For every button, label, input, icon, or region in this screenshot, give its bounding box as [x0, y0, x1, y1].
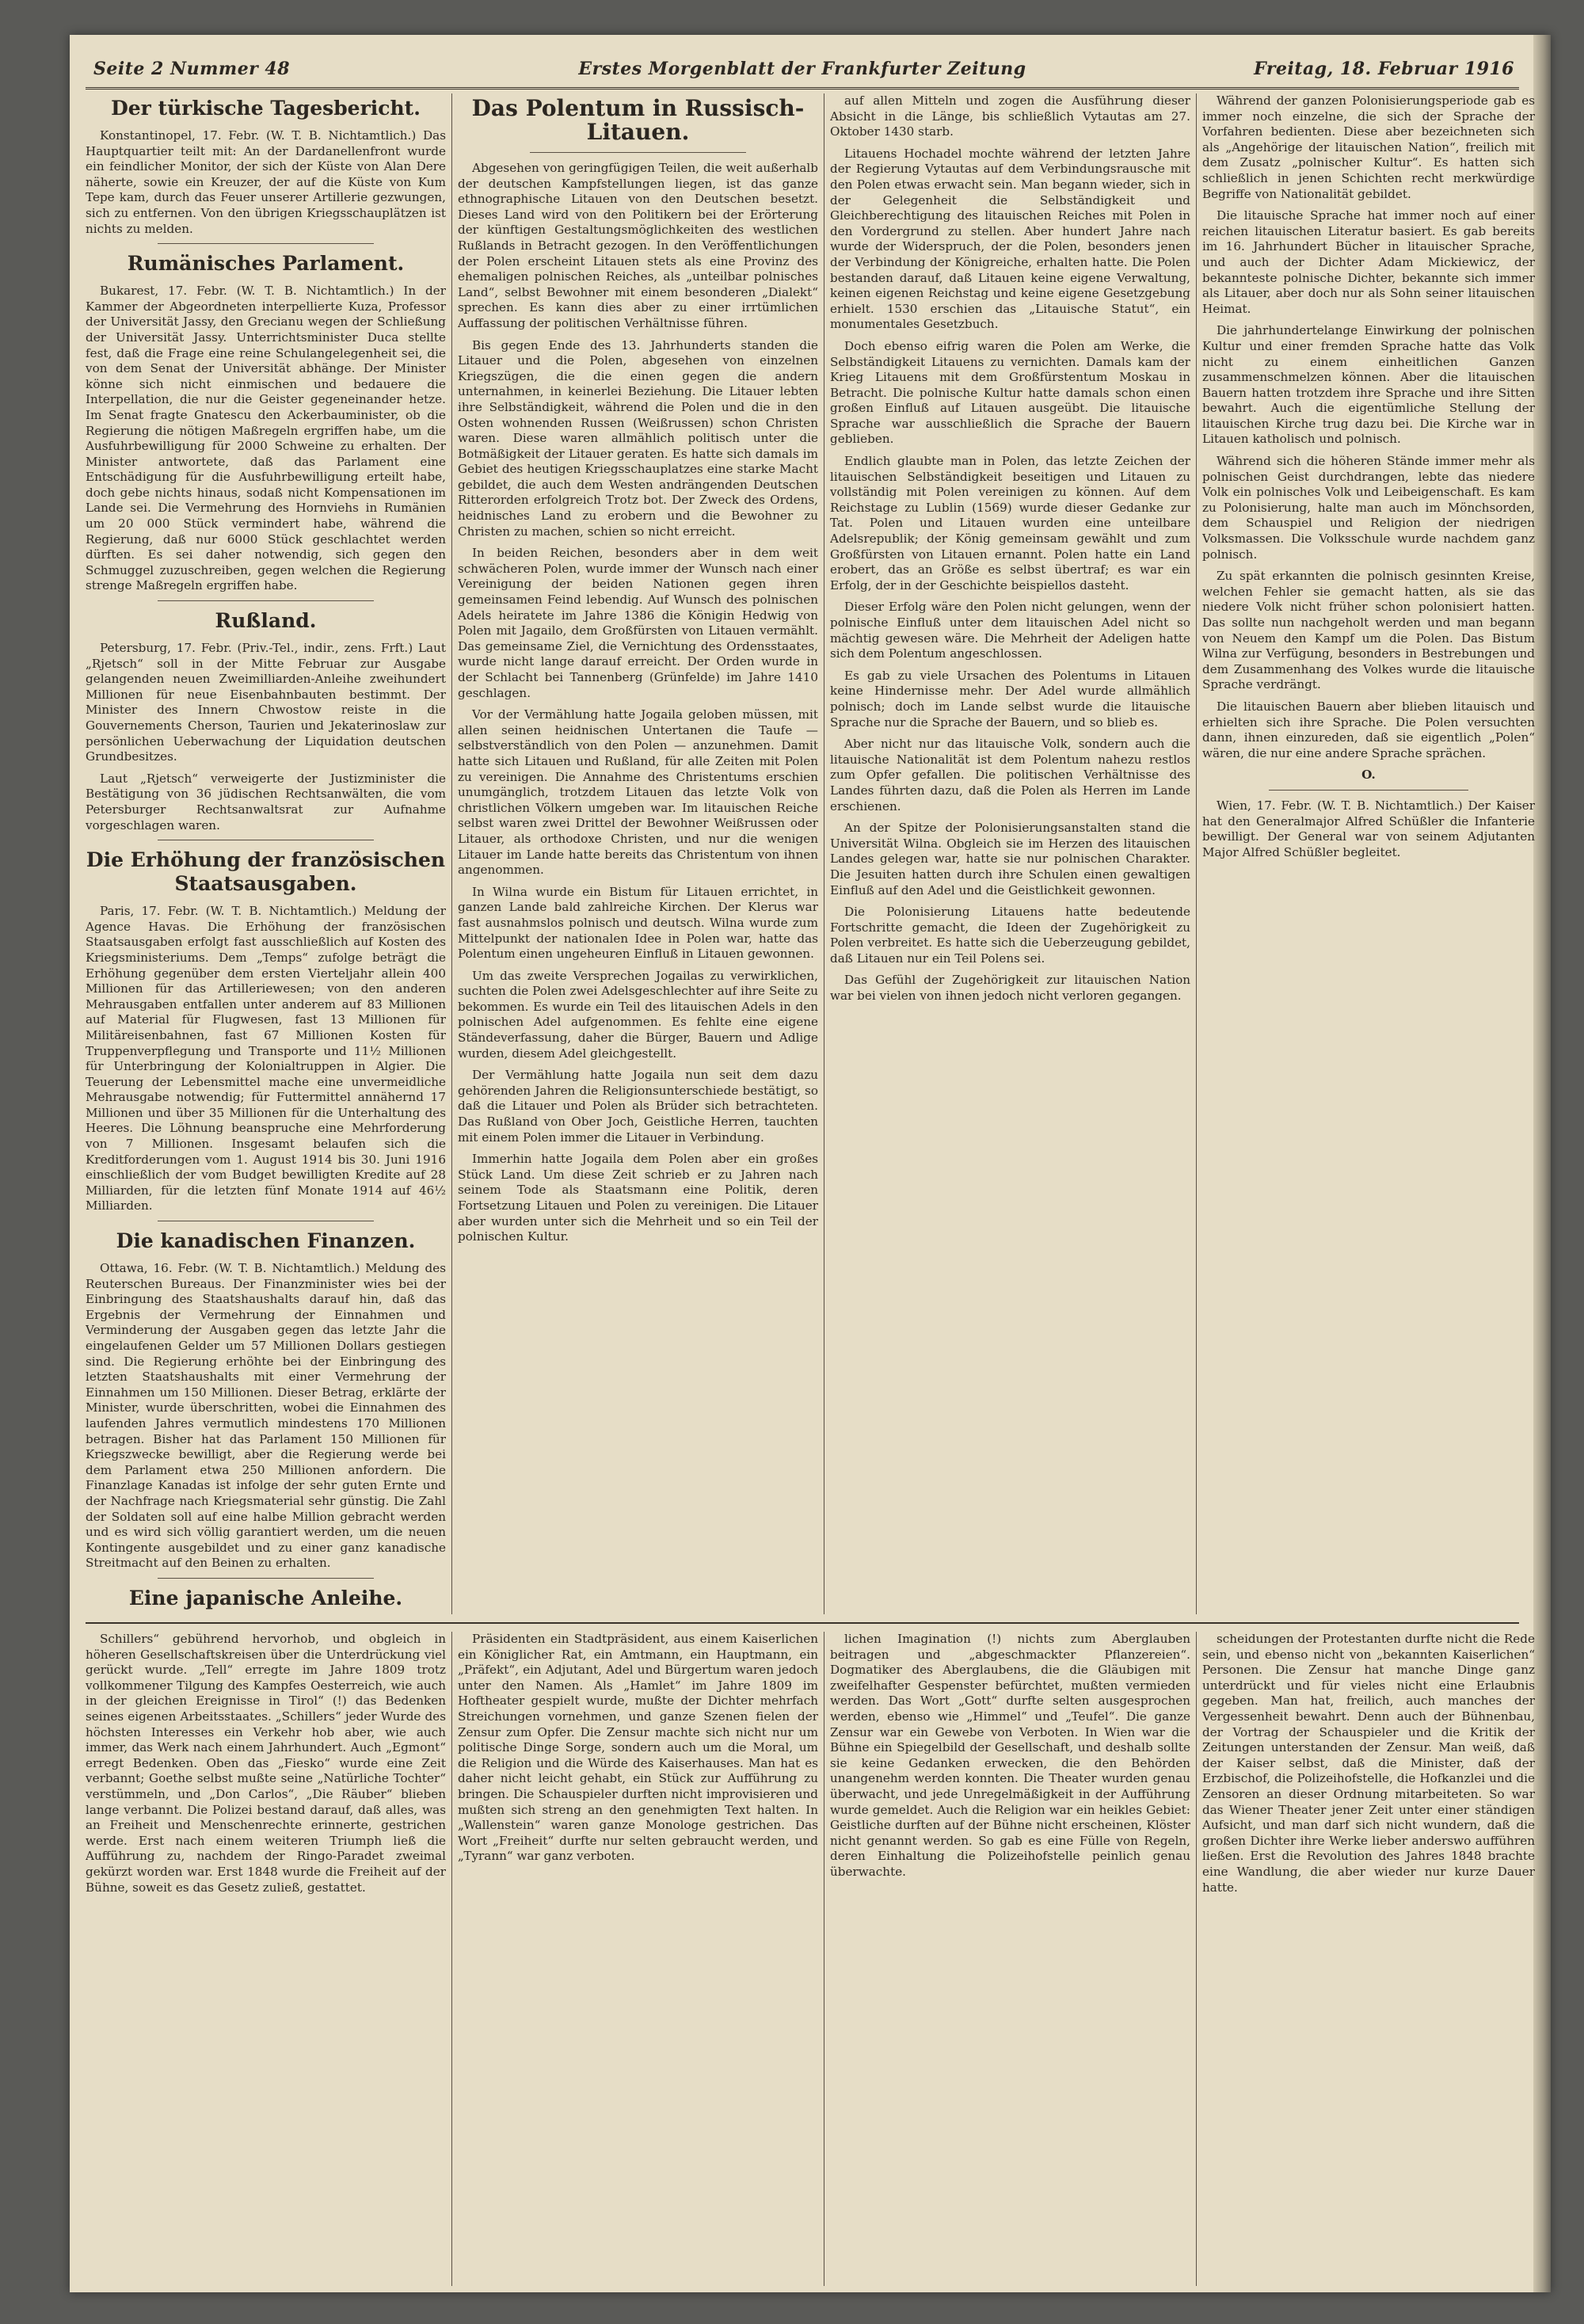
feuilleton-column-4 [1202, 1632, 1535, 2281]
article-paragraph: In beiden Reichen, besonders aber in dem weit schwächeren Polen, wurde immer der Wunsch nach einer Vereinigung der beiden Nationen gegen ihren gemeinsamen Feind lebendig. Auf Wunsch des polnischen Adels heiratete im Jahre 1386 die Königin Hedwig von Polen mit Jagailo, dem Großfürsten von Litauen vermählt. Das gemeinsame Ziel, die Vernichtung des Ordensstaates, wurde nicht lange darauf erreicht. Der Orden wurde in der Schlacht bei Tannenberg (Grünfelde) im Jahre 1410 geschlagen. [458, 546, 818, 700]
article-paragraph: Aber nicht nur das litauische Volk, sondern auch die litauische Nationalität ist dem Polentum nahezu restlos zum Opfer gefallen. Die politischen Verhältnisse des Landes führten dazu, daß die Polen als Herren im Lande erschienen. [830, 737, 1190, 813]
author-signature: O. [1361, 768, 1376, 783]
newspaper-page [70, 35, 1551, 2292]
column-rule [451, 1632, 452, 2286]
article-paragraph: Konstantinopel, 17. Febr. (W. T. B. Nichtamtlich.) Das Hauptquartier teilt mit: An der Dardanellenfront wurde ein feindlicher Monitor, der sich der Küste von Alan Dere näherte, sowie ein Kreuzer, der auf die Küste von Kum Tepe kam, durch das Feuer unserer Artillerie gezwungen, sich zu entfernen. Von den übrigen Kriegsschauplätzen ist nichts zu melden. [86, 128, 446, 236]
issue-date: Freitag, 18. Februar 1916 [1254, 59, 1514, 79]
headline-canadian-finances: Die kanadischen Finanzen. [116, 1229, 416, 1253]
feuilleton-column-3 [830, 1632, 1190, 2281]
article-paragraph: An der Spitze der Polonisierungsanstalten stand die Universität Wilna. Obgleich sie im Herzen des litauischen Landes gelegen war, hatte sie nur polnischen Charakter. Die Jesuiten hatten durch ihre Schulen einen gewaltigen Einfluß auf den Adel und die Geistlichkeit gewonnen. [830, 821, 1190, 897]
article-paragraph: Die jahrhundertelange Einwirkung der polnischen Kultur und einer fremden Sprache hatte das Volk nicht zu einem einheitlichen Ganzen zusammenschmelzen können. Aber die litauischen Bauern hatten trotzdem ihre Sprache und ihre Sitten bewahrt. Auch die eigentümliche Stellung der litauischen Kirche trug dazu bei. Die Kirche war in Litauen katholisch und polnisch. [1202, 323, 1535, 447]
article-paragraph: Die Polonisierung Litauens hatte bedeutende Fortschritte gemacht, die Ideen der Zugehörigkeit zu Polen verbreitet. Es hatte sich die Ueberzeugung gebildet, daß Litauen nur ein Teil Polens sei. [830, 905, 1190, 966]
article-paragraph: Wien, 17. Febr. (W. T. B. Nichtamtlich.) Der Kaiser hat den Generalmajor Alfred Schüßler die Infanterie bewilligt. Der General war von seinem Adjutanten Major Alfred Schüßler begleitet. [1202, 798, 1535, 859]
headline-french-expenditure: Die Erhöhung der französischen Staatsausgaben. [86, 848, 446, 896]
article-paragraph: Die litauischen Bauern aber blieben litauisch und erhielten sich ihre Sprache. Die Polen versuchten dann, ihnen einzureden, daß sie eigentlich „Polen“ wären, die nur eine andere Sprache sprächen. [1202, 699, 1535, 760]
article-paragraph: Schillers“ gebührend hervorhob, und obgleich in höheren Gesellschaftskreisen über die Unterdrückung viel gerückt wurde. „Tell“ erregte im Jahre 1809 trotz vollkommener Tilgung des Kampfes Oesterreich, wie auch in der gleichen Ereignisse in Tirol“ (!) das Bedenken seines eigenen Arbeitsstaates. „Schillers“ jeder Wurde des höchsten Interesses ein Verkehr hob aber, wie auch immer, das Werk nach einem Jahrhundert. Auch „Egmont“ erregt Bedenken. Oben das „Fiesko“ wurde eine Zeit verbannt; Goethe selbst mußte seine „Natürliche Tochter“ verstümmeln, und „Don Carlos“, „Die Räuber“ blieben lange verbannt. Die Polizei bestand darauf, daß alles, was an Freiheit und Menschenrechte erinnerte, gestrichen werde. Erst nach einem weiteren Triumph ließ die Aufführung zu, nachdem der Ringo-Paradet zweimal gekürzt worden war. Erst 1848 wurde die Freiheit auf der Bühne, soweit es das Gesetz zuließ, gestattet. [86, 1632, 446, 1895]
article-paragraph: Doch ebenso eifrig waren die Polen am Werke, die Selbständigkeit Litauens zu vernichten. Damals kam der Krieg Litauens mit dem Großfürstentum Moskau in Betracht. Die polnische Kultur hatte damals schon einen großen Einfluß auf Litauen ausgeübt. Die litauische Sprache war ausschließlich die Sprache der Bauern geblieben. [830, 338, 1190, 447]
feuilleton-column-2 [458, 1632, 818, 2281]
divider [158, 600, 374, 601]
headline-romanian-parliament: Rumänisches Parlament. [127, 252, 405, 276]
article-paragraph: Präsidenten ein Stadtpräsident, aus einem Kaiserlichen ein Königlicher Rat, ein Amtmann, ein Hauptmann, ein „Präfekt“, ein Adjutant, Adel und Bürgertum waren jedoch unter den Namen. Als „Hamlet“ im Jahre 1809 im Hoftheater gespielt wurde, mußte der Dichter mehrfach Streichungen vornehmen, und ganze Szenen fielen der Zensur zum Opfer. Die Zensur machte sich nicht nur um politische Dinge Sorge, sondern auch um die Moral, um die Religion und die Würde des Kaiserhauses. Man hat es daher nicht leicht gehabt, ein Stück zur Aufführung zu bringen. Die Schauspieler durften nicht improvisieren und mußten sich streng an den genehmigten Text halten. In „Wallenstein“ waren ganze Monologe gestrichen. Das Wort „Freiheit“ durfte nur selten gebraucht werden, und „Tyrann“ war ganz verboten. [458, 1632, 818, 1864]
article-paragraph: In Wilna wurde ein Bistum für Litauen errichtet, in ganzen Lande bald zahlreiche Kirchen. Der Klerus war fast ausnahmslos polnisch und deutsch. Wilna wurde zum Mittelpunkt der nationalen Idee in Polen war, hatte das Polentum einen ungeheuren Einfluß in Litauen gewonnen. [458, 884, 818, 962]
headline-polentum-litauen: Das Polentum in Russisch-Litauen. [471, 95, 805, 145]
headline-russia: Rußland. [215, 609, 317, 633]
article-paragraph: lichen Imagination (!) nichts zum Aberglauben beitragen und „abgeschmackter Pflanzereien“. Dogmatiker des Aberglaubens, die die Gläubigen mit zweifelhafter Gespenster befürchtet, mußten vermieden werden. Das Wort „Gott“ durfte selten ausgesprochen werden, ebenso wie „Himmel“ und „Teufel“. Die ganze Zensur war ein Gewebe von Verboten. In Wien war die Bühne ein Spiegelbild der Gesellschaft, und deshalb sollte sie keine Gedanken erwecken, die den Behörden unangenehm werden konnten. Die Theater wurden genau überwacht, und jede Unregelmäßigkeit in der Aufführung wurde gemeldet. Auch die Religion war ein heikles Gebiet: Geistliche durften auf der Bühne nicht erscheinen, Klöster nicht genannt werden. So gab es eine Fülle von Regeln, deren Einhaltung die Polizeihofstelle peinlich genau überwachte. [830, 1632, 1190, 1879]
article-paragraph: Paris, 17. Febr. (W. T. B. Nichtamtlich.) Meldung der Agence Havas. Die Erhöhung der französischen Staatsausgaben erfolgt fast ausschließlich auf Kosten des Kriegsministeriums. Dem „Temps“ zufolge beträgt die Erhöhung gegenüber dem ersten Vierteljahr allein 400 Millionen für das Artilleriewesen; von den anderen Mehrausgaben entfallen unter anderem auf 83 Millionen auf Material für Flugwesen, fast 13 Millionen für Militäreisenbahnen, fast 67 Millionen Kosten für Truppenverpflegung und Transporte und 11½ Millionen für Unterbringung der Kolonialtruppen in Algier. Die Teuerung der Lebensmittel mache eine unvermeidliche Mehrausgabe notwendig; für Futtermittel annähernd 17 Millionen und über 35 Millionen für die Unterhaltung des Heeres. Die Löhnung beanspruche eine Mehrforderung von 7 Millionen. Insgesamt belaufen sich die Kreditforderungen vom 1. August 1914 bis 30. Juni 1916 einschließlich der vom Budget bewilligten Kredite auf 28 Milliarden, für die letzten fünf Monate 1914 auf 46½ Milliarden. [86, 904, 446, 1213]
article-paragraph: Bis gegen Ende des 13. Jahrhunderts standen die Litauer und die Polen, abgesehen von einzelnen Kriegszügen, die die einen gegen die andern unternahmen, in keinerlei Beziehung. Die Litauer lebten ihre Selbständigkeit, während die Polen und die in den Osten wohnenden Russen (Weißrussen) schon Christen waren. Diese waren allmählich politisch unter die Botmäßigkeit der Litauer geraten. Es hatte sich damals im Gebiet des heutigen Kriegsschauplatzes eine starke Macht gebildet, die auch dem Westen andrängenden Deutschen Ritterorden erfolgreich Trotz bot. Der Zweck des Ordens, heidnisches Land zu erobern und die Bewohner zu Christen zu machen, schien so nicht erreicht. [458, 337, 818, 539]
article-paragraph: Das Gefühl der Zugehörigkeit zur litauischen Nation war bei vielen von ihnen jedoch nicht verloren gegangen. [830, 973, 1190, 1004]
article-paragraph: Die litauische Sprache hat immer noch auf einer reichen litauischen Literatur basiert. Es gab bereits im 16. Jahrhundert Bücher in litauischer Sprache, und auch der Dichter Adam Mickiewicz, der bekannteste polnische Dichter, bekannte sich immer als Litauer, aber doch nur als Sohn seiner litauischen Heimat. [1202, 208, 1535, 316]
page-header [86, 51, 1519, 90]
article-paragraph: Ottawa, 16. Febr. (W. T. B. Nichtamtlich.) Meldung des Reuterschen Bureaus. Der Finanzminister wies bei der Einbringung des Staatshaushalts darauf hin, daß das Ergebnis der Vermehrung der Einnahmen und Verminderung der Ausgaben gegen das letzte Jahr die eingelaufenen Gelder um 57 Millionen Dollars gestiegen sind. Die Regierung erhöhte bei der Einbringung des letzten Staatshaushalts mit einer Vermehrung der Einnahmen um 150 Millionen. Dieser Betrag, erklärte der Minister, wurde überschritten, wobei die Einnahmen des laufenden Jahres vermutlich mindestens 170 Millionen betragen. Bisher hat das Parlament 150 Millionen für Kriegszwecke bewilligt, aber die Regierung werde bei dem Parlament etwa 250 Millionen anfordern. Die Finanzlage Kanadas ist infolge der sehr guten Ernte und der Nachfrage nach Kriegsmaterial sehr günstig. Die Zahl der Soldaten soll auf eine halbe Million gebracht werden und es wird sich völlig garantiert werden, um die neuen Kontingente ausgebildet und zu einer ganz kanadische Streitmacht auf den Beinen zu erhalten. [86, 1261, 446, 1571]
article-paragraph: Immerhin hatte Jogaila dem Polen aber ein großes Stück Land. Um diese Zeit schrieb er zu Jahren nach seinem Tode als Staatsmann eine Politik, deren Fortsetzung Litauen und Polen zu vereinigen. Die Litauer aber wurden unter sich die Mehrheit und so ein Teil der polnischen Kultur. [458, 1152, 818, 1244]
column-rule [1196, 93, 1197, 1614]
divider [158, 243, 374, 244]
column-4 [1202, 93, 1535, 1614]
divider [1269, 790, 1468, 791]
article-paragraph: Laut „Rjetsch“ verweigerte der Justizminister die Bestätigung von 36 jüdischen Rechtsanwälten, die vom Petersburger Rechtsanwaltsrat zur Aufnahme vorgeschlagen waren. [86, 771, 446, 832]
page-spine-edge [1533, 35, 1551, 2292]
column-rule [451, 93, 452, 1614]
masthead: Erstes Morgenblatt der Frankfurter Zeitung [578, 59, 1026, 79]
article-paragraph: Während der ganzen Polonisierungsperiode gab es immer noch einzelne, die sich der Sprache der Vorfahren bedienten. Diese aber bezeichneten sich als „Angehörige der litauischen Nation“, freilich mit dem Zusatz „polnischer Kultur“. Es hatten sich schließlich in jenen Schichten recht merkwürdige Begriffe von Nationalität gebildet. [1202, 93, 1535, 201]
feuilleton-column-1 [86, 1632, 446, 2281]
divider [158, 1578, 374, 1579]
headline-turkish-report: Der türkische Tagesbericht. [111, 97, 421, 120]
article-paragraph: Während sich die höheren Stände immer mehr als polnischen Geist durchdrangen, lebte das niedere Volk ein polnisches Volk und Leibeigenschaft. Es kam zu Polonisierung, halte man auch im Mönchsorden, dem Schauspiel und Religion der niedrigen Volksmassen. Die Volksschule wurde nachdem ganz polnisch. [1202, 454, 1535, 562]
column-rule [1196, 1632, 1197, 2286]
feuilleton-section [86, 1622, 1535, 2286]
upper-section [86, 93, 1535, 1614]
article-paragraph: auf allen Mitteln und zogen die Ausführung dieser Absicht in die Länge, bis schließlich Vytautas am 27. Oktober 1430 starb. [830, 93, 1190, 139]
article-paragraph: Abgesehen von geringfügigen Teilen, die weit außerhalb der deutschen Kampfstellungen liegen, ist das ganze ethnographische Litauen von den Deutschen besetzt. Dieses Land wird von den Politikern bei der Erörterung der künftigen Gestaltungsmöglichkeiten des westlichen Rußlands in Betracht gezogen. In den Veröffentlichungen der Polen erscheint Litauen stets als eine Provinz des ehemaligen polnischen Reiches, als „unteilbar polnisches Land“, selbst Bewohner mit einem besonderen „Dialekt“ sprechen. Es kann dies aber zu einer irrtümlichen Auffassung der politischen Verhältnisse führen. [458, 161, 818, 330]
headline-japanese-loan: Eine japanische Anleihe. [128, 1586, 403, 1610]
column-1 [86, 93, 446, 1614]
article-paragraph: Litauens Hochadel mochte während der letzten Jahre der Regierung Vytautas auf dem Verbindungsrausche mit den Polen etwas erwacht sein. Man begann wieder, sich in der Gelegenheit die Selbständigkeit und Gleichberechtigung des litauischen Reiches mit Polen in den Vordergrund zu stellen. Aber hundert Jahre nach wurde der Widerspruch, der die Polen, besonders jenen der Verbindung der Königreiche, erhalten hatte. Die Polen bestanden darauf, daß Litauen keine eigene Verwaltung, keinen eigenen Reichstag und keine eigene Gesetzgebung erhielt. 1530 erschien das „Litauische Statut“, ein monumentales Gesetzbuch. [830, 146, 1190, 332]
page-number: Seite 2 Nummer 48 [93, 59, 291, 79]
column-2 [458, 93, 818, 1614]
article-paragraph: Petersburg, 17. Febr. (Priv.-Tel., indir., zens. Frft.) Laut „Rjetsch“ soll in der Mitte Februar zur Ausgabe gelangenden neuen Zweimilliarden-Anleihe zweihundert Millionen für neue Eisenbahnbauten bestimmt. Der Minister des Innern Chwostow reiste in die Gouvernements Cherson, Taurien und Jekaterinoslaw zur persönlichen Ueberwachung der Liquidation deutschen Grundbesitzes. [86, 641, 446, 764]
article-paragraph: Der Vermählung hatte Jogaila nun seit dem dazu gehörenden Jahren die Religionsunterschiede bestätigt, so daß die Litauer und Polen als Brüder sich betrachteten. Das Rußland von Ober Joch, Geistliche Herren, tauchten mit einem Polen immer die Litauer in Verbindung. [458, 1068, 818, 1145]
article-paragraph: Zu spät erkannten die polnisch gesinnten Kreise, welchen Fehler sie gemacht hatten, als sie das niedere Volk nicht früher schon polonisiert hatten. Das sollte nun nachgeholt werden und man begann von Neuem den Kampf um die Polen. Das Bistum Wilna zur Verfügung, besonders in Bestrebungen und dem Zusammenhang des Volkes wurde die litauische Sprache verdrängt. [1202, 569, 1535, 692]
column-3 [830, 93, 1190, 1614]
article-paragraph: scheidungen der Protestanten durfte nicht die Rede sein, und ebenso nicht von „bekannten Kaiserlichen“ Personen. Die Zensur hat manche Dinge ganz unterdrückt und für vieles nicht eine Erlaubnis gegeben. Man hat, freilich, auch manches der Vergessenheit bewahrt. Denn auch der Bühnenbau, der Vortrag der Schauspieler und die Kritik der Zeitungen unterstanden der Zensur. Man weiß, daß der Kaiser selbst, daß die Minister, daß der Erzbischof, die Polizeihofstelle, die Hofkanzlei und die Zensoren an dieser Ordnung mitarbeiteten. So war das Wiener Theater jener Zeit unter einer ständigen Aufsicht, und man darf sich nicht wundern, daß die großen Dichter ihre Werke lieber anderswo aufführen ließen. Erst die Revolution des Jahres 1848 brachte eine Wandlung, die aber wieder nur kurze Dauer hatte. [1202, 1632, 1535, 1895]
article-paragraph: Vor der Vermählung hatte Jogaila geloben müssen, mit allen seinen heidnischen Untertanen die Taufe — selbstverständlich von den Polen — anzunehmen. Damit hatte sich Litauen und Rußland, für alle Zeiten mit Polen zu vereinigen. Die Annahme des Christentums erschien unumgänglich, trotzdem Litauen das letzte Volk von christlichen Völkern umgeben war. Im litauischen Reiche selbst waren zwei Drittel der Bewohner Weißrussen oder Litauer, als orthodoxe Christen, und nur die wenigen Litauer im Lande hatte bereits das Christentum von ihnen angenommen. [458, 707, 818, 878]
article-paragraph: Um das zweite Versprechen Jogailas zu verwirklichen, suchten die Polen zwei Adelsgeschlechter auf ihre Seite zu bekommen. Es wurde ein Teil des litauischen Adels in den polnischen Adel aufgenommen. Es fehlte eine eigene Ständeverfassung, daher die Bürger, Bauern und Adlige wurden, diesem Adel gleichgestellt. [458, 968, 818, 1061]
divider [530, 152, 746, 153]
article-paragraph: Dieser Erfolg wäre den Polen nicht gelungen, wenn der polnische Einfluß unter dem litauischen Adel nicht so mächtig gewesen wäre. Die Mehrheit der Adeligen hatte sich dem Polentum angeschlossen. [830, 600, 1190, 661]
article-paragraph: Bukarest, 17. Febr. (W. T. B. Nichtamtlich.) In der Kammer der Abgeordneten interpellierte Kuza, Professor der Universität Jassy, den Grecianu wegen der Schließung der Universität Jassy. Unterrichtsminister Duca stellte fest, daß die Frage eine reine Schulangelegenheit sei, die von dem Senat der Universität abhänge. Der Minister könne sich nicht einmischen und bedauere die Interpellation, die nur die Geister gegeneinander hetze. Im Senat fragte Gnatescu den Ackerbauminister, ob die Regierung die nötigen Maßregeln ergriffen habe, um die Ausfuhrbewilligung für 2000 Schweine zu erhalten. Der Minister antwortete, daß das Parlament eine Entschädigung für die Ausfuhrbewilligung erteilt habe, doch gebe nichts hinaus, sodaß nicht Kompensationen im Lande sei. Die Vermehrung des Hornviehs in Rumänien um 20 000 Stück vermindert habe, während die Regierung, daß nur 6000 Stück geschlachtet werden dürften. Es sei daher notwendig, sich gegen den Schmuggel zuzuschreiben, gegen welchen die Regierung strenge Maßregeln ergriffen habe. [86, 284, 446, 593]
article-paragraph: Es gab zu viele Ursachen des Polentums in Litauen keine Hindernisse mehr. Der Adel wurde allmählich polnisch; doch im Lande selbst wurde die litauische Sprache nur die Sprache der Bauern, und so blieb es. [830, 668, 1190, 730]
article-paragraph: Endlich glaubte man in Polen, das letzte Zeichen der litauischen Selbständigkeit beseitigen und Litauen zu vollständig mit Polen vereinigen zu können. Auf dem Reichstage zu Lublin (1569) wurde dieser Gedanke zur Tat. Polen und Litauen wurden eine unteilbare Adelsrepublik; der König gemeinsam gewählt und zum Großfürsten von Litauen ernannt. Polen hatte ein Land erobert, das an Größe es selbst übertraf; es war ein Erfolg, der in der Geschichte beispiellos dasteht. [830, 454, 1190, 592]
